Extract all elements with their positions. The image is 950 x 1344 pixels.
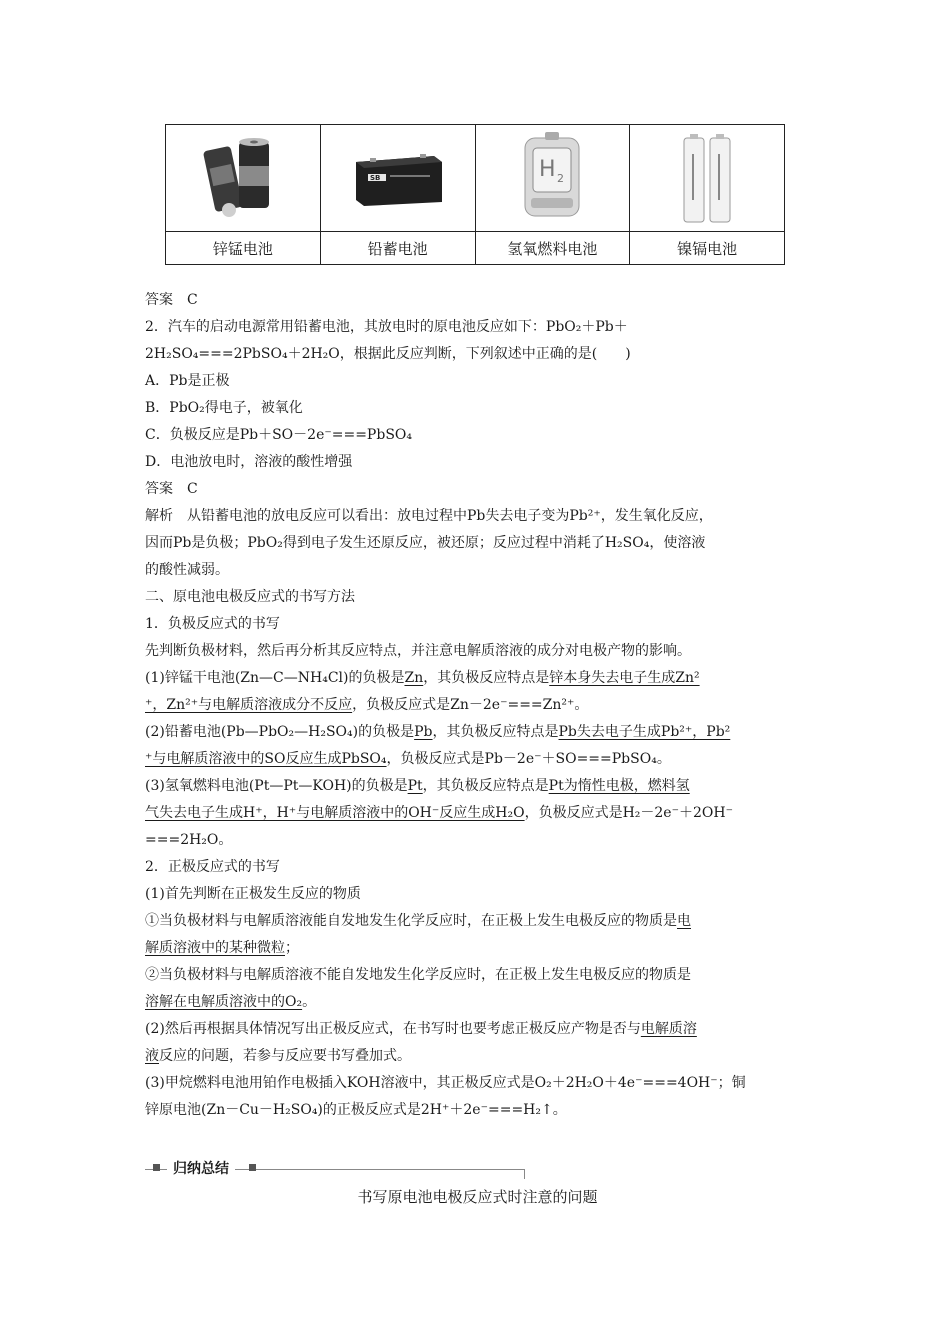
- answer-line: 答案 C: [145, 292, 198, 308]
- paragraph-line: 气失去电子生成H⁺，H⁺与电解质溶液中的OH⁻反应生成H₂O，负极反应式是H₂－2e⁻＋2OH⁻: [145, 805, 733, 821]
- option-a: A．Pb是正极: [145, 373, 230, 389]
- subsection-heading: 2．正极反应式的书写: [145, 859, 280, 875]
- paragraph-line: 锌原电池(Zn－Cu－H₂SO₄)的正极反应式是2H⁺＋2e⁻===H₂↑。: [145, 1102, 567, 1118]
- option-d: D．电池放电时，溶液的酸性增强: [145, 454, 353, 470]
- summary-title: 书写原电池电极反应式时注意的问题: [357, 1188, 598, 1206]
- subsection-heading: 1．负极反应式的书写: [145, 616, 280, 632]
- section-heading: 二、原电池电极反应式的书写方法: [145, 589, 355, 605]
- summary-tick-icon: [249, 1164, 256, 1171]
- fill-blank: 气失去电子生成H⁺，H⁺与电解质溶液中的OH⁻反应生成H₂O: [145, 805, 525, 821]
- paragraph-line: ===2H₂O。: [145, 832, 233, 848]
- paragraph-line: ⁺，Zn²⁺与电解质溶液成分不反应，负极反应式是Zn－2e⁻===Zn²⁺。: [145, 697, 589, 713]
- nickel-cadmium-battery-image: [672, 130, 742, 226]
- paragraph-line: (2)然后再根据具体情况写出正极反应式，在书写时也要考虑正极反应产物是否与电解质溶: [145, 1021, 697, 1037]
- svg-text:H: H: [539, 157, 556, 182]
- summary-tick-icon: [153, 1164, 160, 1171]
- option-b: B．PbO₂得电子，被氧化: [145, 400, 303, 416]
- hydrogen-fuel-cell-image: [517, 130, 587, 226]
- fill-blank: 电解质溶: [640, 1021, 697, 1037]
- svg-text:2: 2: [557, 172, 565, 185]
- paragraph-line: 液反应的问题，若参与反应要书写叠加式。: [145, 1048, 411, 1064]
- analysis-line: 因而Pb是负极；PbO₂得到电子发生还原反应，被还原；反应过程中消耗了H₂SO₄，使溶液: [145, 535, 706, 551]
- paragraph-line: ⁺与电解质溶液中的SO反应生成PbSO₄，负极反应式是Pb－2e⁻＋SO===PbSO₄。: [145, 751, 671, 767]
- analysis-line: 的酸性减弱。: [145, 562, 229, 578]
- fill-blank: 液: [145, 1048, 159, 1064]
- fill-blank: Zn: [404, 670, 424, 686]
- question-2-stem-cont: 2H₂SO₄===2PbSO₄＋2H₂O，根据此反应判断，下列叙述中正确的是( ): [145, 346, 631, 362]
- svg-text:SB: SB: [369, 174, 381, 182]
- fill-blank: 溶解在电解质溶液中的O₂: [145, 994, 303, 1010]
- battery-label: 锌锰电池: [166, 232, 321, 265]
- answer-line: 答案 C: [145, 481, 198, 497]
- zinc-manganese-battery-image: [203, 136, 283, 220]
- battery-table: [165, 124, 785, 265]
- paragraph-line: (2)铅蓄电池(Pb—PbO₂—H₂SO₄)的负极是Pb，其负极反应特点是Pb失去电子生成Pb²⁺，Pb²: [145, 724, 731, 740]
- fill-blank: 锌本身失去电子生成Zn²: [549, 670, 700, 686]
- hydrogen-fuel-cell-cell: [475, 125, 630, 232]
- battery-label: 氢氧燃料电池: [475, 232, 630, 265]
- zinc-manganese-battery-cell: [166, 125, 321, 232]
- fill-blank: 电: [677, 913, 691, 929]
- paragraph-line: (1)首先判断在正极发生反应的物质: [145, 886, 361, 902]
- battery-label: 镍镉电池: [630, 232, 785, 265]
- summary-tag: 归纳总结: [167, 1160, 235, 1178]
- paragraph-line: 先判断负极材料，然后再分析其反应特点，并注意电解质溶液的成分对电极产物的影响。: [145, 643, 691, 659]
- battery-label: 铅蓄电池: [320, 232, 475, 265]
- summary-end-mark: [524, 1169, 525, 1179]
- paragraph-line: (3)氢氧燃料电池(Pt—Pt—KOH)的负极是Pt，其负极反应特点是Pt为惰性电极，燃料氢: [145, 778, 690, 794]
- fill-blank: Pb: [414, 724, 433, 740]
- paragraph-line: (3)甲烷燃料电池用铂作电极插入KOH溶液中，其正极反应式是O₂＋2H₂O＋4e⁻===4OH⁻；铜: [145, 1075, 746, 1091]
- fill-blank: ⁺，Zn²⁺与电解质溶液成分不反应: [145, 697, 353, 713]
- lead-acid-battery-image: [350, 148, 446, 208]
- paragraph-line: 溶解在电解质溶液中的O₂。: [145, 994, 317, 1010]
- fill-blank: Pt: [407, 778, 423, 794]
- paragraph-line: ①当负极材料与电解质溶液能自发地发生化学反应时，在正极上发生电极反应的物质是电: [145, 913, 691, 929]
- option-c: C．负极反应是Pb＋SO－2e⁻===PbSO₄: [145, 427, 412, 443]
- paragraph-line: 解质溶液中的某种微粒；: [145, 940, 299, 956]
- paragraph-line: ②当负极材料与电解质溶液不能自发地发生化学反应时，在正极上发生电极反应的物质是: [145, 967, 691, 983]
- fill-blank: Pb失去电子生成Pb²⁺，Pb²: [558, 724, 731, 740]
- summary-header: [145, 1160, 525, 1180]
- question-2-stem: 2．汽车的启动电源常用铅蓄电池，其放电时的原电池反应如下：PbO₂＋Pb＋: [145, 319, 628, 335]
- document-body: [145, 287, 810, 1124]
- analysis-line: 解析 从铅蓄电池的放电反应可以看出：放电过程中Pb失去电子变为Pb²⁺，发生氧化反应，: [145, 508, 713, 524]
- lead-acid-battery-cell: [320, 125, 475, 232]
- fill-blank: Pt为惰性电极，燃料氢: [548, 778, 690, 794]
- paragraph-line: (1)锌锰干电池(Zn—C—NH₄Cl)的负极是Zn，其负极反应特点是锌本身失去电子生成Zn²: [145, 670, 700, 686]
- fill-blank: ⁺与电解质溶液中的SO反应生成PbSO₄: [145, 751, 387, 767]
- nickel-cadmium-battery-cell: [630, 125, 785, 232]
- fill-blank: 解质溶液中的某种微粒: [145, 940, 285, 956]
